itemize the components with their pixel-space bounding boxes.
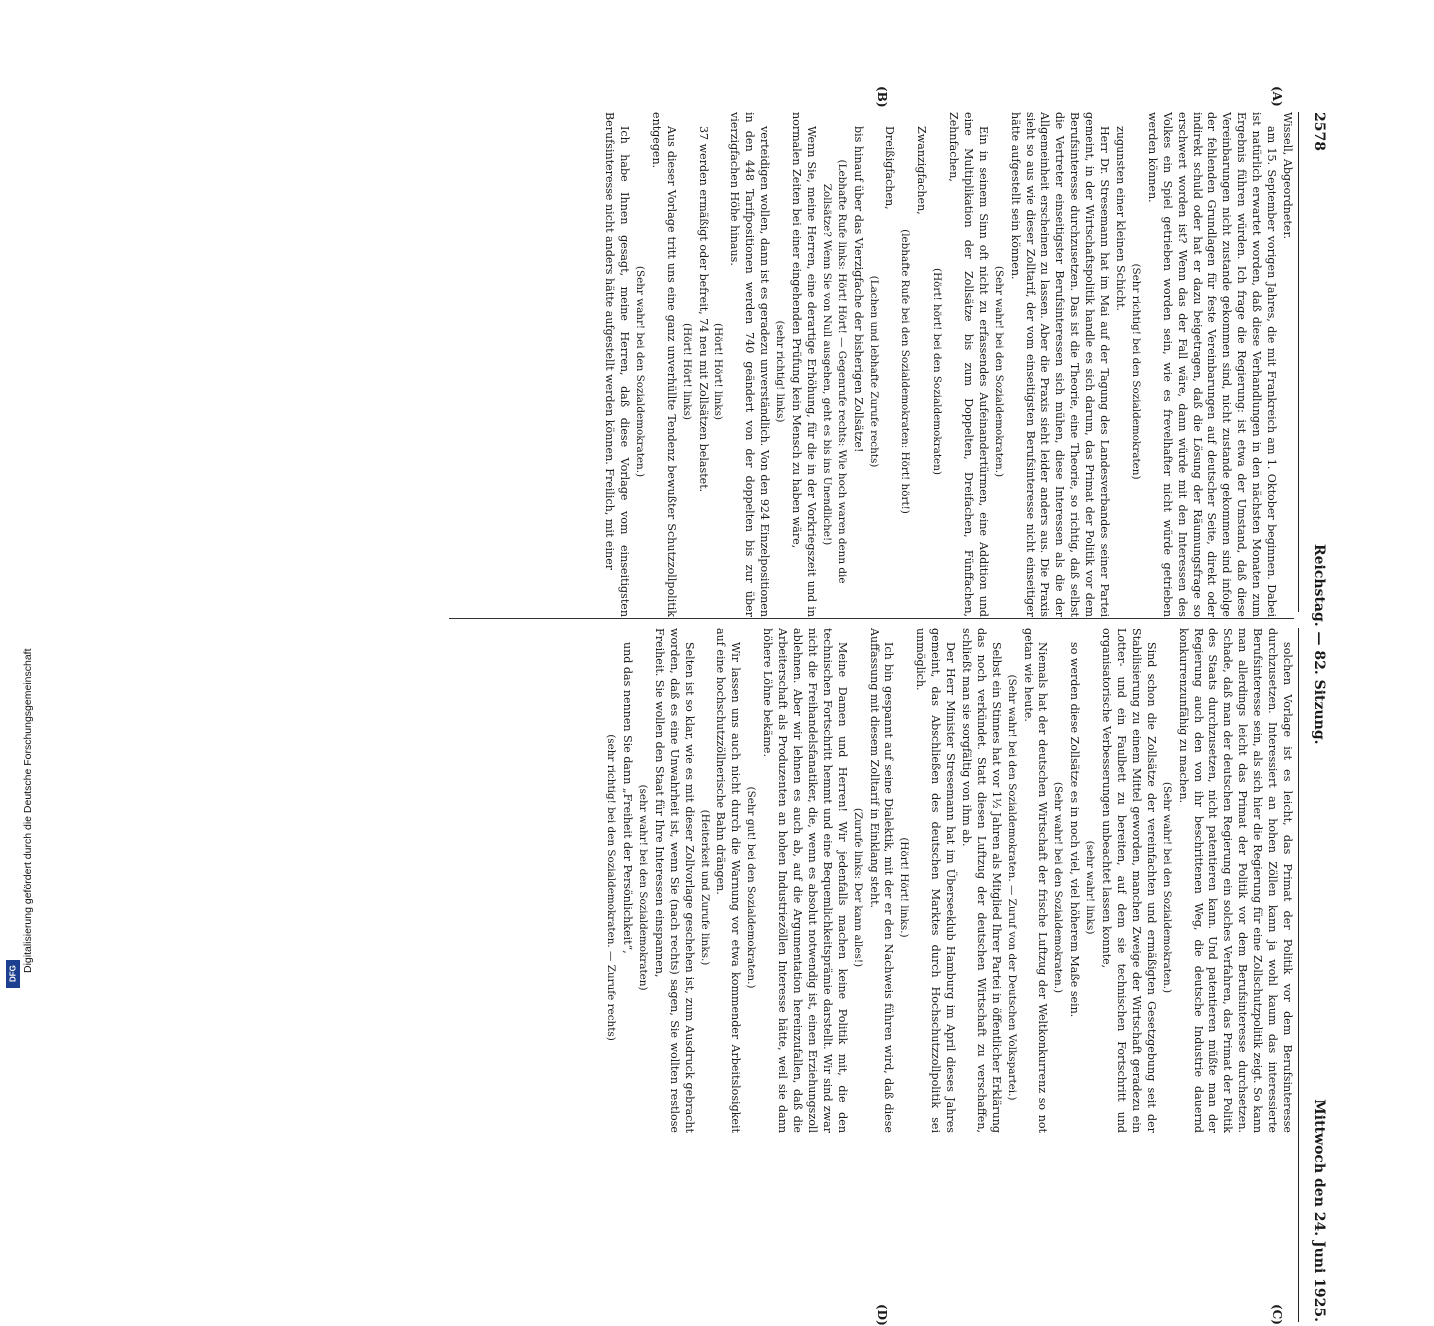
paragraph: Sind schon die Zollsätze der vereinfachten und ermäßigten Gesetzgebung seit der Stabilisierung zu einem Mittel geworden, manchen Zweige der Wirtschaft geradezu ein Lotter- und ein Faulbett zu bereiten, auf dem sie technischen Fortschritt und organisatorische Verbesserungen unbeachtet lassen konnte, (1100, 628, 1158, 1133)
margin-letter-c: (C) (1270, 1304, 1284, 1325)
paragraph: Herr Dr. Stresemann hat im Mai auf der Tagung des Landesverbandes seiner Partei gemeint, in der Wirtschaftspolitik handle es sich darum, das Primat der Politik vor dem Berufsinteresse durchzusetzen. Das ist die Theorie, eine Theorie, so richtig, daß selbst die Vertreter einseitigster Berufsinteressen sich mühen, diese Interessen als die der Allgemeinheit erscheinen zu lassen. Aber die Praxis sieht leider anders aus. Die Praxis sieht so aus wie dieser Zolltarif, der vom einseitigsten Berufsinteresse nicht einseitiger hätte aufgestellt sein können. (1008, 112, 1112, 617)
interjection: (Sehr richtig! bei den Sozialdemokraten) (1129, 263, 1142, 480)
paragraph: Dreißigfachen, (883, 126, 897, 210)
paragraph: und das nennen Sie dann „Freiheit der Persönlichkeit“, (621, 642, 635, 954)
paragraph: Wir lassen uns auch nicht durch die Warnung vor etwa kommender Arbeitslosigkeit auf eine hochschutzzöllnerische Bahn drängen. (714, 628, 743, 1133)
paragraph: Ich bin gespannt auf seine Dialektik, mit der er den Nachweis führen wird, daß diese Auffassung mit diesem Zolltarif in Einklang steht. (867, 628, 896, 1133)
interjection: (Lebhafte Rufe links: Hört! Hört! — Gegenrufe rechts: Wie hoch waren denn die Zollsätze? Wenn Sie von Null ausgehen, geht es bis ins Unendliche!) (820, 159, 848, 584)
interjection: (Sehr wahr! bei den Sozialdemokraten.) (1160, 781, 1173, 994)
paragraph: Selten ist so klar, wie es mit dieser Zollvorlage geschehen ist, zum Ausdruck gebracht worden, daß es eine Unwahrheit ist, wenn Sie (nach rechts) sagen, Sie wollten restlose Freiheit. Sie wollen den Staat für Ihre Interessen einspannen, (652, 628, 696, 1133)
paragraph: Aus dieser Vorlage tritt uns eine ganz unverhüllte Tendenz bewußter Schutzzollpolitik entgegen. (649, 112, 678, 617)
interjection: (Hört! Hört! links) (712, 323, 725, 420)
interjection: (Lachen und lebhafte Zurufe rechts) (867, 275, 880, 468)
paragraph: Meine Damen und Herren! Wir jedenfalls machen keine Politik mit, die den technischen Fortschritt hemmt und eine Bequemlichkeitsprämie darstellt. Wir sind zwar nicht die Freihandelsfanatiker, die, wenn es absolut notwendig ist, einen Erziehungszoll ablehnen. Aber wir lehnen es auch ab, auf die Argumentation hereinzufallen, daß die Arbeiterschaft als Produzenten an hohen Industriezöllen Interesse hätte, weil sie dann höhere Löhne bekäme. (761, 628, 849, 1133)
interjection: (Sehr wahr! bei den Sozialdemokraten.) (1052, 781, 1065, 994)
interjection: (Sehr gut! bei den Sozialdemokraten.) (745, 786, 758, 989)
margin-letter-d: (D) (875, 1304, 889, 1326)
paragraph: Selbst ein Stinnes hat vor 1½ Jahren als Mitglied Ihrer Partei in öffentlicher Erklärung das noch verkündet. Statt diesen Luftzug der deutschen Wirtschaft zu verschaffen, schließt man sie sorgfältig von ihm ab. (959, 628, 1003, 1133)
paragraph: Der Herr Minister Stresemann hat im Überseeklub Hamburg im April dieses Jahres gemeint, das Abschließen des deutschen Marktes durch Hochschutzzollpolitik sei unmöglich. (914, 628, 958, 1133)
paragraph: Wenn Sie, meine Herren, eine derartige Erhöhung, für die in der Vorkriegszeit und in normalen Zeiten bei einer eingehenden Prüfung kein Mensch zu haben wäre, (790, 112, 818, 617)
interjection: (sehr richtig! bei den Sozialdemokraten. — Zurufe rechts) (605, 734, 618, 1041)
right-column (439, 628, 1294, 1133)
margin-letter-a: (A) (1270, 86, 1284, 107)
paragraph: Niemals hat der deutschen Wirtschaft der frische Luftzug der Weltkonkurrenz so not getan wie heute. (1021, 628, 1050, 1133)
left-column (439, 112, 1294, 617)
paragraph: solchen Vorlage ist es leicht, das Primat der Politik vor dem Berufsinteresse durchzusetzen. Interessiert an hohen Zöllen kann ja wohl kaum das interessierte Berufsinteresse sein, als sich hier die Regierung für eine Zollschutzpolitik zeigt. So kann man allerdings leicht das Primat der Politik vor dem Berufsinteresse durchsetzen. Schade, daß man der deutschen Regierung ein solches Verfahren, das Primat der Politik des Staats durchzusetzen, nicht patentieren kann. Und patentieren müßte man der Regierung auch den von ihr beschrittenen Weg, die deutsche Industrie dauernd konkurrenzunfähig zu machen. (1176, 628, 1294, 1133)
interjection: (Hört! Hört! links) (680, 323, 693, 420)
interjection: (Heiterkeit und Zurufe links.) (698, 809, 711, 966)
speaker-name: Wissell, Abgeordneter. (1281, 112, 1294, 240)
interjection: (Sehr wahr! bei den Sozialdemokraten.) (633, 265, 646, 478)
paragraph: bis hinauf über das Vierzigfache der bisherigen Zollsätze! (851, 126, 865, 453)
header-rule-left (1298, 112, 1299, 612)
digitization-footer (4, 605, 34, 991)
column-divider (449, 618, 1294, 619)
dfg-logo: DFG (6, 960, 20, 988)
interjection: (sehr richtig! links) (774, 320, 787, 423)
header-rule-right (1298, 628, 1299, 1322)
session-title: Reichstag. — 82. Sitzung. (1311, 544, 1327, 745)
margin-letter-b: (B) (875, 86, 889, 108)
paragraph: 37 werden ermäßigt oder befreit, 74 neu mit Zollsätzen belastet. (696, 126, 710, 493)
page-number: 2578 (1311, 112, 1327, 151)
interjection: (lebhafte Rufe bei den Sozialdemokraten: Hört! hört!) (899, 229, 912, 514)
paragraph: zugunsten einer kleinen Schicht. (1114, 126, 1128, 312)
interjection: (sehr wahr! links) (1084, 840, 1097, 935)
running-head (1303, 112, 1327, 1322)
paragraph: am 15. September vorigen Jahres, die mit Frankreich am 1. Oktober beginnen. Dabei ist natürlich erwartet worden, daß diese Verhandlungen in den nächsten Monaten zum Ergebnis führen würden. Ich frage die Regierung: ist etwa der Umstand, daß diese Vereinbarungen nicht zustande gekommen sind, nicht zustande gekommen sind infolge der fehlenden Grundlagen für feste Vereinbarungen auf deutscher Seite, direkt oder indirekt schuld oder hat er dazu beigetragen, daß die Lösung der Räumungsfrage so erschwert worden ist? Wenn das der Fall wäre, dann würde mit den Interessen des Volkes ein Spiel getrieben worden sein, wie es frevelhafter nicht würde getrieben werden können. (1145, 112, 1279, 617)
interjection: (Sehr wahr! bei den Sozialdemokraten. — Zuruf von der Deutschen Volkspartei.) (1005, 674, 1018, 1101)
interjection: (Sehr wahr! bei den Sozialdemokraten.) (992, 265, 1005, 478)
paragraph: Ich habe Ihnen gesagt, meine Herren, daß diese Vorlage vom einseitigsten Berufsinteresse nicht anders hätte aufgestellt werden können. Freilich, mit einer (603, 112, 632, 617)
paragraph: Zwanzigfachen, (915, 126, 929, 215)
paragraph: Ein in seinem Sinn oft nicht zu erfassendes Aufeinandertürmen, eine Addition und eine Multiplikation der Zollsätze bis zum Doppelten, Dreifachen, Fünffachen, Zehnfachen, (947, 112, 990, 617)
interjection: (Zurufe links: Der kann alles!) (851, 807, 864, 968)
interjection: (Hört! hört! bei den Sozialdemokraten) (931, 268, 944, 475)
paragraph: so werden diese Zollsätze es in noch viel, viel höherem Maße sein. (1068, 642, 1082, 1018)
session-date: Mittwoch den 24. Juni 1925. (1311, 1099, 1327, 1322)
interjection: (Hört! Hört! links.) (898, 837, 911, 938)
interjection: (sehr wahr! bei den Sozialdemokraten) (636, 784, 649, 991)
funding-note: Digitalisierung gefördert durch die Deutsche Forschungsgemeinschaft (22, 648, 34, 973)
paragraph: verteidigen wollen, dann ist es geradezu unverständlich. Von den 924 Einzelpositionen in den 448 Tarifpositionen werden 740 geändert von der doppelten bis zur über vierzigfachen Höhe hinaus. (728, 112, 772, 617)
